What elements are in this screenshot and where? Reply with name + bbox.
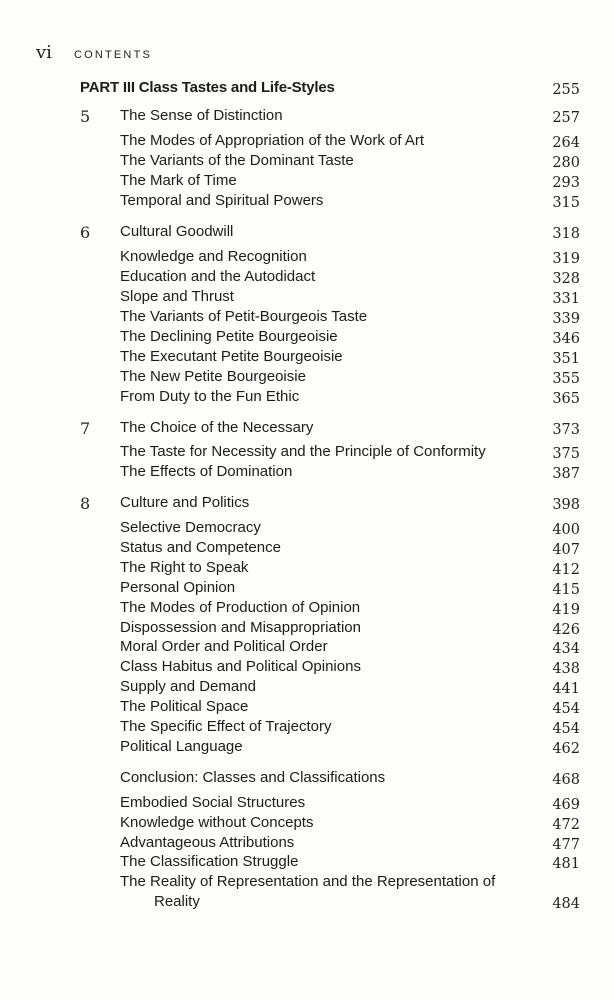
- section-page-number: 419: [552, 602, 580, 618]
- section-page-number: 454: [552, 701, 580, 717]
- section-page-number: 355: [552, 371, 580, 387]
- chapter-number: 7: [80, 419, 91, 438]
- section-title: Class Habitus and Political Opinions: [120, 658, 361, 675]
- section-page-number: 441: [552, 681, 580, 697]
- section-title: The Variants of Petit-Bourgeois Taste: [120, 308, 368, 325]
- section-title: Knowledge without Concepts: [120, 814, 314, 831]
- section-title-continuation: Reality: [154, 893, 200, 910]
- chapter-page-number: 398: [552, 497, 580, 513]
- section-page-number: 280: [552, 155, 580, 171]
- section-page-number: 434: [552, 641, 580, 657]
- running-head-label: CONTENTS: [73, 49, 153, 61]
- section-title: The Executant Petite Bourgeoisie: [120, 348, 343, 365]
- section-page-number: 481: [552, 856, 580, 872]
- section-page-number: 346: [552, 331, 580, 347]
- section-page-number: 315: [552, 195, 580, 211]
- section-title: The Effects of Domination: [120, 463, 293, 480]
- section-title: From Duty to the Fun Ethic: [120, 388, 300, 405]
- section-title: The Specific Effect of Trajectory: [120, 718, 332, 735]
- section-title: Supply and Demand: [120, 678, 256, 695]
- chapter-number: 5: [80, 107, 91, 126]
- section-page-number: 365: [552, 391, 580, 407]
- section-title: Slope and Thrust: [120, 288, 234, 305]
- section-page-number: 438: [552, 661, 580, 677]
- conclusion-page-number: 468: [552, 772, 580, 788]
- section-page-number: 469: [552, 797, 580, 813]
- section-page-number: 477: [552, 837, 580, 853]
- chapter-page-number: 257: [552, 110, 580, 126]
- section-page-number: 351: [552, 351, 580, 367]
- running-head: [36, 42, 152, 63]
- section-title: Political Language: [120, 738, 243, 755]
- section-title: Temporal and Spiritual Powers: [120, 192, 324, 209]
- section-page-number: 484: [552, 896, 580, 912]
- section-title: Status and Competence: [120, 539, 281, 556]
- part-heading: PART III Class Tastes and Life-Styles: [80, 79, 335, 96]
- chapter-title: Culture and Politics: [120, 494, 250, 511]
- section-title: Moral Order and Political Order: [120, 638, 328, 655]
- section-title: Personal Opinion: [120, 579, 236, 596]
- section-page-number: 387: [552, 466, 580, 482]
- section-title: The Reality of Representation and the Representation of: [120, 873, 496, 890]
- part-page-number: 255: [552, 82, 580, 98]
- section-title: The Variants of the Dominant Taste: [120, 152, 354, 169]
- section-title: Advantageous Attributions: [120, 834, 295, 851]
- chapter-number: 8: [80, 494, 91, 513]
- section-page-number: 319: [552, 251, 580, 267]
- section-title: The Political Space: [120, 698, 249, 715]
- section-title: Selective Democracy: [120, 519, 261, 536]
- section-title: The Modes of Appropriation of the Work of Art: [120, 132, 425, 149]
- section-page-number: 339: [552, 311, 580, 327]
- section-title: Dispossession and Misappropriation: [120, 619, 361, 636]
- section-page-number: 412: [552, 562, 580, 578]
- section-title: The Modes of Production of Opinion: [120, 599, 361, 616]
- section-title: The New Petite Bourgeoisie: [120, 368, 306, 385]
- section-page-number: 293: [552, 175, 580, 191]
- section-page-number: 415: [552, 582, 580, 598]
- section-title: Knowledge and Recognition: [120, 248, 307, 265]
- section-page-number: 328: [552, 271, 580, 287]
- section-page-number: 331: [552, 291, 580, 307]
- chapter-title: The Choice of the Necessary: [120, 419, 314, 436]
- section-title: Education and the Autodidact: [120, 268, 316, 285]
- section-page-number: 407: [552, 542, 580, 558]
- section-title: Embodied Social Structures: [120, 794, 306, 811]
- section-page-number: 426: [552, 622, 580, 638]
- section-page-number: 400: [552, 522, 580, 538]
- section-page-number: 472: [552, 817, 580, 833]
- chapter-number: 6: [80, 223, 91, 242]
- conclusion-title: Conclusion: Classes and Classifications: [120, 769, 386, 786]
- section-title: The Right to Speak: [120, 559, 249, 576]
- section-title: The Declining Petite Bourgeoisie: [120, 328, 338, 345]
- chapter-title: The Sense of Distinction: [120, 107, 283, 124]
- section-page-number: 264: [552, 135, 580, 151]
- chapter-page-number: 318: [552, 226, 580, 242]
- section-page-number: 454: [552, 721, 580, 737]
- section-page-number: 375: [552, 446, 580, 462]
- section-title: The Mark of Time: [120, 172, 237, 189]
- chapter-title: Cultural Goodwill: [120, 223, 234, 240]
- section-title: The Classification Struggle: [120, 853, 299, 870]
- chapter-page-number: 373: [552, 422, 580, 438]
- page-folio: vi: [36, 42, 52, 63]
- section-page-number: 462: [552, 741, 580, 757]
- section-title: The Taste for Necessity and the Principle of Conformity: [120, 443, 486, 460]
